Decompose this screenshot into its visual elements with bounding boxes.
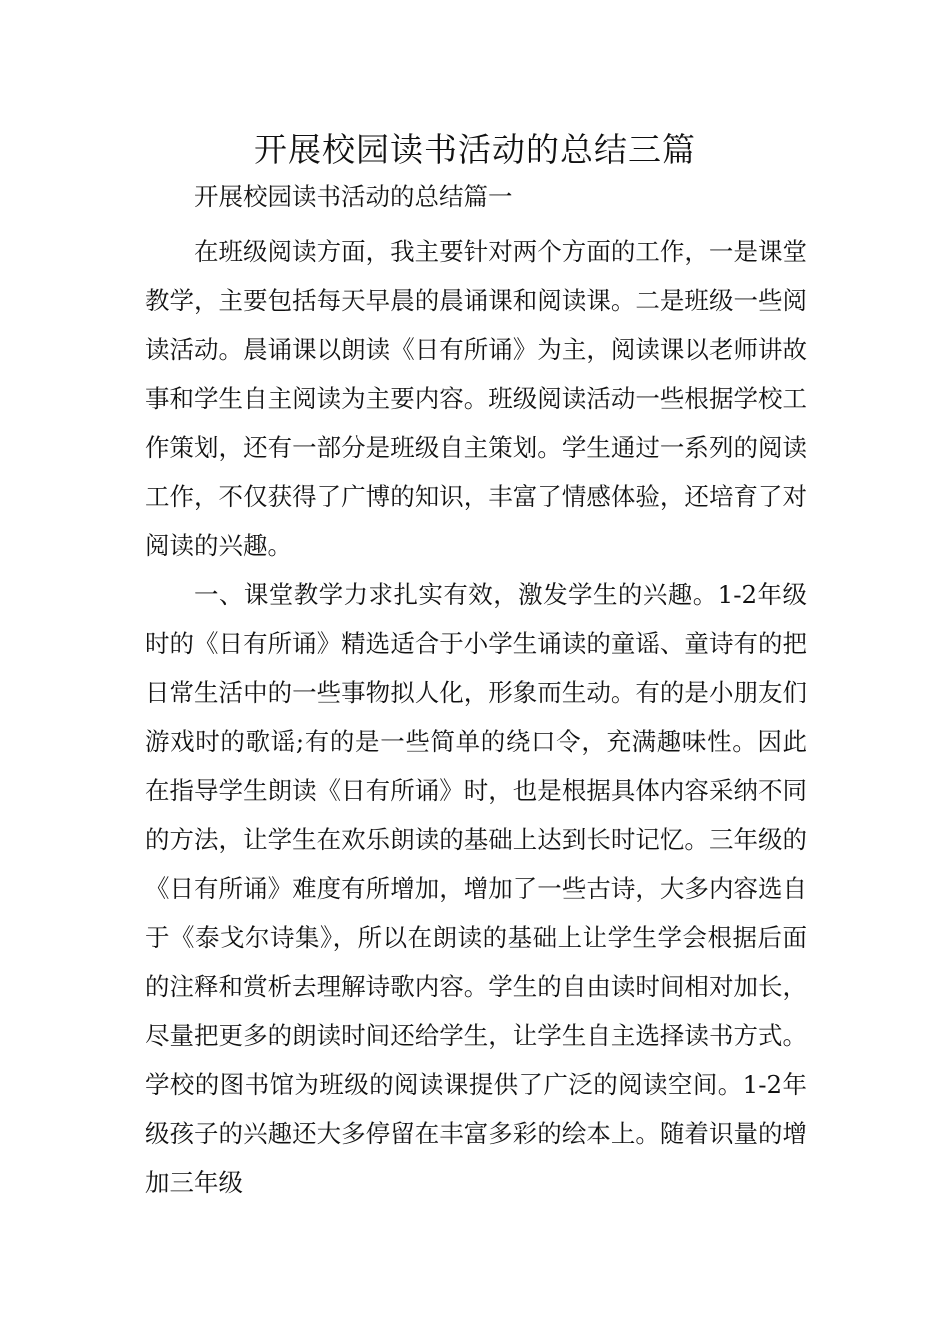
document-title: 开展校园读书活动的总结三篇 xyxy=(254,130,696,169)
paragraph-2: 一、课堂教学力求扎实有效，激发学生的兴趣。1-2年级时的《日有所诵》精选适合于小学生诵读的童谣、童诗有的把日常生活中的一些事物拟人化，形象而生动。有的是小朋友们游戏时的歌谣;有的是一些简单的绕口令，充满趣味性。因此在指导学生朗读《日有所诵》时，也是根据具体内容采纳不同的方法，让学生在欢乐朗读的基础上达到长时记忆。三年级的《日有所诵》难度有所增加，增加了一些古诗，大多内容选自于《泰戈尔诗集》，所以在朗读的基础上让学生学会根据后面的注释和赏析去理解诗歌内容。学生的自由读时间相对加长，尽量把更多的朗读时间还给学生，让学生自主选择读书方式。学校的图书馆为班级的阅读课提供了广泛的阅读空间。1-2年级孩子的兴趣还大多停留在丰富多彩的绘本上。随着识量的增加三年级 xyxy=(145,580,807,1197)
section-heading: 开展校园读书活动的总结篇一 xyxy=(194,182,513,211)
document-body xyxy=(145,172,807,1207)
paragraph-1: 在班级阅读方面，我主要针对两个方面的工作，一是课堂教学，主要包括每天早晨的晨诵课和阅读课。二是班级一些阅读活动。晨诵课以朗读《日有所诵》为主，阅读课以老师讲故事和学生自主阅读为主要内容。班级阅读活动一些根据学校工作策划，还有一部分是班级自主策划。学生通过一系列的阅读工作，不仅获得了广博的知识，丰富了情感体验，还培育了对阅读的兴趣。 xyxy=(145,237,807,560)
